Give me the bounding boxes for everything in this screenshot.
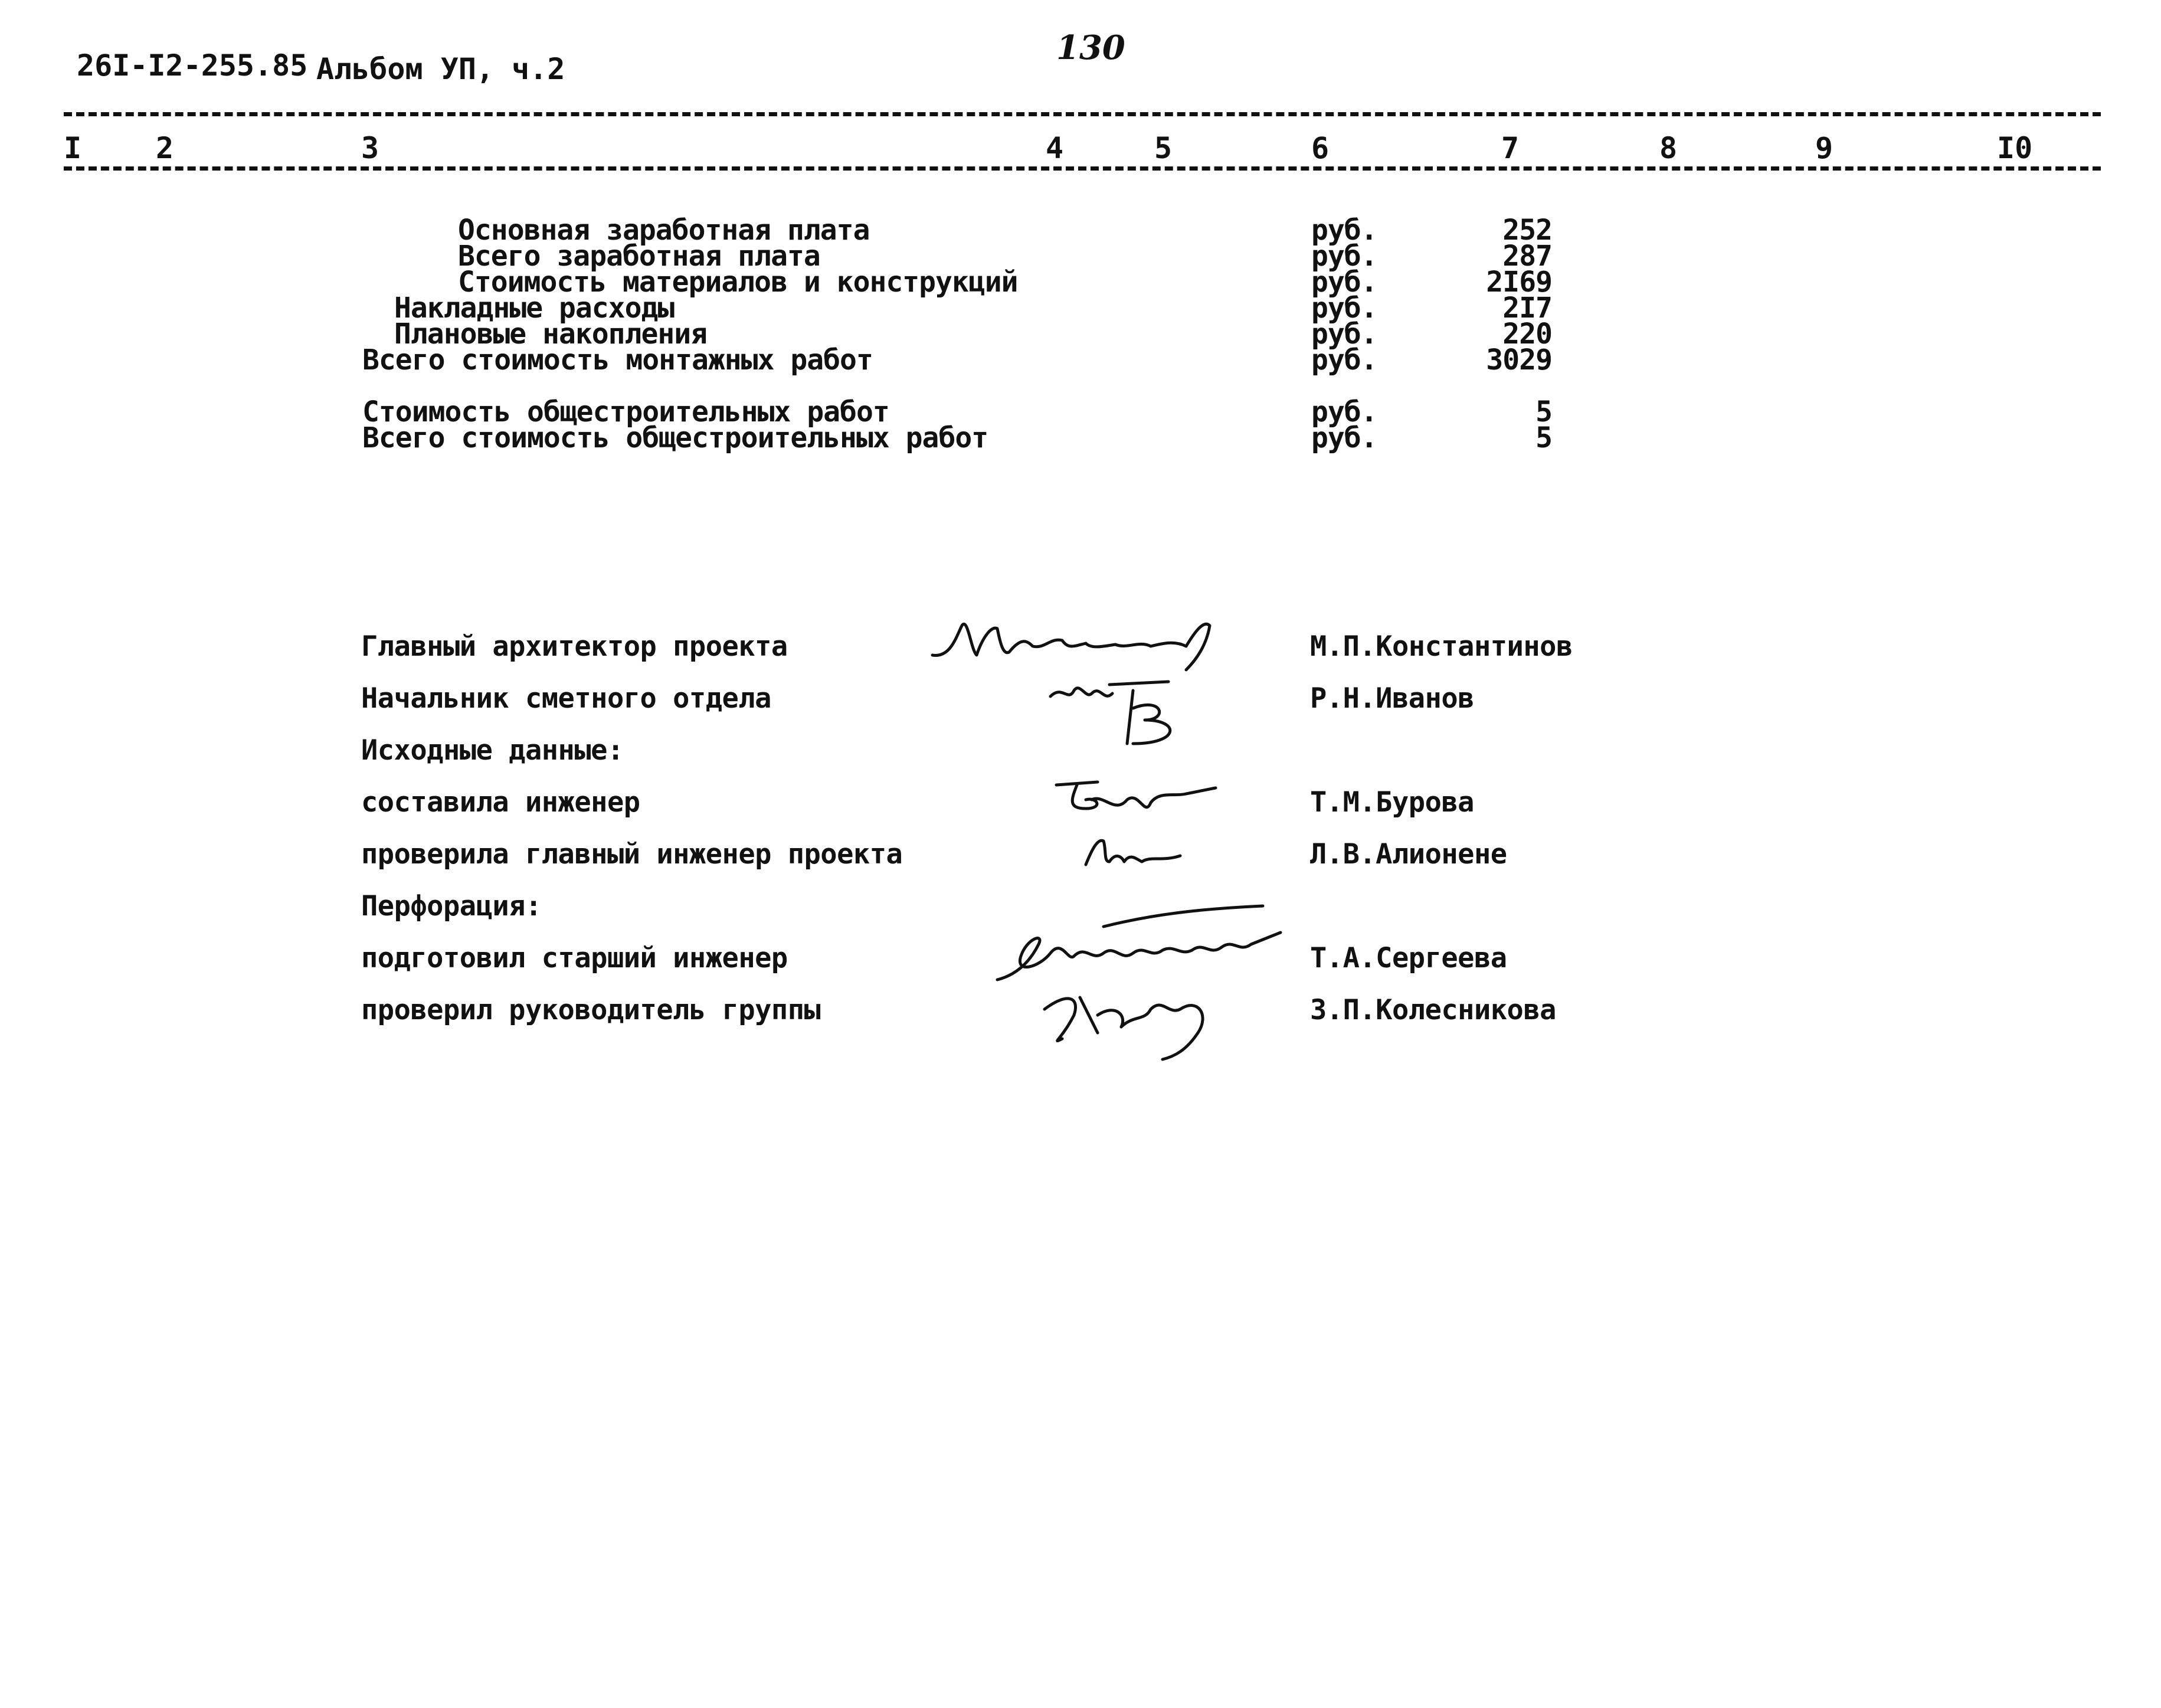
handwritten-signature bbox=[926, 614, 1281, 673]
row-unit: руб. bbox=[1311, 343, 1377, 377]
row-label: Стоимость материалов и конструкций bbox=[458, 266, 1018, 299]
signatory-name: Т.М.Бурова bbox=[1310, 786, 1474, 819]
header-rule-top bbox=[64, 112, 2101, 116]
signatory-name: М.П.Константинов bbox=[1310, 630, 1573, 663]
row-label: Всего стоимость общестроительных работ bbox=[362, 421, 988, 454]
signatory-name: З.П.Колесникова bbox=[1310, 994, 1556, 1026]
signatory-role: Главный архитектор проекта bbox=[361, 630, 788, 663]
row-value: 287 bbox=[1502, 240, 1552, 273]
row-unit: руб. bbox=[1311, 240, 1377, 273]
handwritten-signature bbox=[985, 897, 1292, 1062]
album-title: Альбом УП, ч.2 bbox=[316, 52, 565, 86]
column-number-7: 7 bbox=[1501, 131, 1520, 165]
handwritten-signature bbox=[1045, 773, 1222, 826]
column-number-3: 3 bbox=[361, 131, 379, 165]
signatory-name: Т.А.Сергеева bbox=[1310, 942, 1507, 974]
column-number-6: 6 bbox=[1311, 131, 1330, 165]
row-value: 220 bbox=[1502, 318, 1552, 351]
row-label: Основная заработная плата bbox=[458, 214, 870, 247]
handwritten-signature bbox=[1080, 832, 1186, 873]
column-number-2: 2 bbox=[156, 131, 174, 165]
column-number-1: I bbox=[64, 131, 82, 165]
row-unit: руб. bbox=[1311, 421, 1377, 454]
row-unit: руб. bbox=[1311, 318, 1377, 351]
row-value: 3029 bbox=[1486, 343, 1552, 377]
document-code: 26I-I2-255.85 bbox=[77, 48, 308, 83]
column-number-5: 5 bbox=[1154, 131, 1173, 165]
row-unit: руб. bbox=[1311, 214, 1377, 247]
row-value: 5 bbox=[1535, 421, 1552, 454]
row-label: Всего заработная плата bbox=[458, 240, 820, 273]
row-label: Стоимость общестроительных работ bbox=[362, 395, 889, 428]
column-number-9: 9 bbox=[1815, 131, 1833, 165]
row-label: Плановые накопления bbox=[394, 318, 708, 351]
row-value: 5 bbox=[1535, 395, 1552, 428]
page-number: 130 bbox=[1056, 28, 1125, 67]
row-value: 2I7 bbox=[1502, 292, 1552, 325]
row-label: Накладные расходы bbox=[394, 292, 675, 325]
signatory-role: Начальник сметного отдела bbox=[361, 682, 771, 715]
signatory-role: подготовил старший инженер bbox=[361, 942, 788, 974]
signatory-role: составила инженер bbox=[361, 786, 640, 819]
signatory-role: проверил руководитель группы bbox=[361, 994, 821, 1026]
column-number-10: I0 bbox=[1997, 131, 2033, 165]
signatory-name: Л.В.Алионене bbox=[1310, 838, 1507, 871]
row-unit: руб. bbox=[1311, 395, 1377, 428]
section-heading: Перфорация: bbox=[361, 890, 542, 922]
row-unit: руб. bbox=[1311, 266, 1377, 299]
row-value: 2I69 bbox=[1486, 266, 1552, 299]
row-value: 252 bbox=[1502, 214, 1552, 247]
signatory-name: Р.Н.Иванов bbox=[1310, 682, 1474, 715]
column-number-8: 8 bbox=[1659, 131, 1678, 165]
row-unit: руб. bbox=[1311, 292, 1377, 325]
row-label: Всего стоимость монтажных работ bbox=[362, 343, 873, 377]
handwritten-signature bbox=[1045, 673, 1198, 750]
header-rule-bottom bbox=[64, 166, 2101, 171]
signatory-role: проверила главный инженер проекта bbox=[361, 838, 903, 871]
section-heading: Исходные данные: bbox=[361, 734, 624, 767]
column-number-4: 4 bbox=[1046, 131, 1064, 165]
